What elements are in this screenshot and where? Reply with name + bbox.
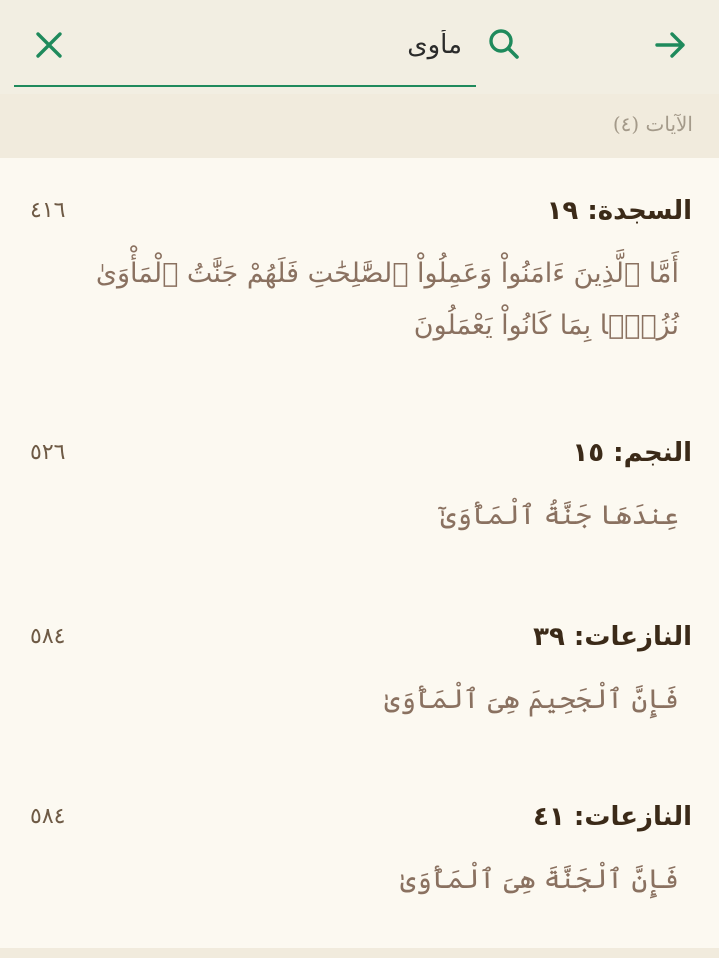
- search-underline: [14, 85, 476, 87]
- section-header: [0, 94, 719, 158]
- result-verse: فَإِنَّ ٱلْجَحِيمَ هِىَ ٱلْمَأْوَىٰ: [384, 684, 679, 715]
- arrow-right-icon[interactable]: [650, 24, 692, 66]
- result-page-number: ٤١٦: [30, 198, 66, 223]
- result-verse: عِندَهَا جَنَّةُ ٱلْمَأْوَىٰٓ: [440, 500, 679, 531]
- result-title: السجدة: ١٩: [546, 196, 692, 226]
- search-toolbar: [0, 0, 719, 94]
- result-title: النجم: ١٥: [572, 438, 692, 468]
- bottom-divider: [0, 948, 719, 958]
- result-title: النازعات: ٤١: [533, 802, 692, 832]
- result-item[interactable]: [0, 196, 719, 396]
- result-title: النازعات: ٣٩: [533, 622, 692, 652]
- results-list: [0, 158, 719, 948]
- result-page-number: ٥٨٤: [30, 804, 66, 829]
- result-verse: فَإِنَّ ٱلْجَنَّةَ هِىَ ٱلْمَأْوَىٰ: [400, 864, 679, 895]
- close-icon[interactable]: [30, 26, 68, 64]
- result-item[interactable]: [0, 438, 719, 558]
- result-item[interactable]: [0, 622, 719, 742]
- result-page-number: ٥٢٦: [30, 440, 66, 465]
- search-input[interactable]: [90, 22, 462, 68]
- result-item[interactable]: [0, 802, 719, 922]
- result-verse: أَمَّا ٱلَّذِينَ ءَامَنُواْ وَعَمِلُواْ ٱلصَّٰلِحَٰتِ فَلَهُمْ جَنَّٰتُ ٱلْمَأْوَىٰ نُزُلًۢا بِمَا كَانُواْ يَعْمَلُونَ: [95, 258, 679, 341]
- search-icon[interactable]: [484, 24, 524, 64]
- section-title: الآيات (٤): [612, 112, 693, 136]
- result-page-number: ٥٨٤: [30, 624, 66, 649]
